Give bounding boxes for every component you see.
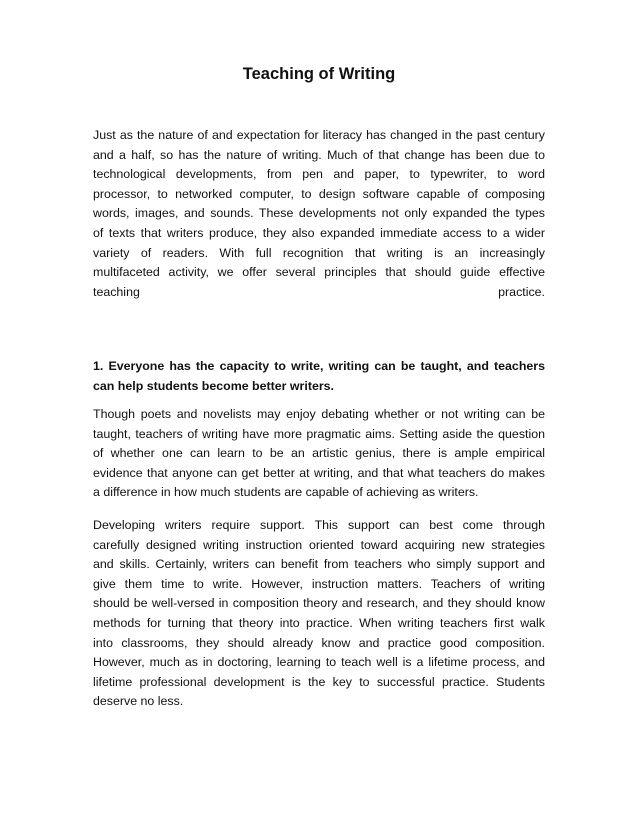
paragraph-line: a difference in how much students are capable of achieving as writers.	[93, 485, 479, 500]
paragraph-line: deserve no less.	[93, 694, 184, 709]
intro-paragraph	[93, 126, 545, 302]
paragraph-line: taught, teachers of writing have more pragmatic aims. Setting aside the question	[93, 426, 545, 441]
paragraph-line: carefully designed writing instruction oriented toward acquiring new strategies	[93, 537, 545, 552]
intro-line: words, images, and sounds. These developments not only expanded the types	[93, 206, 545, 221]
paragraph-line: However, much as in doctoring, learning to teach well is a lifetime process, and	[93, 655, 545, 670]
heading-line: can help students become better writers.	[93, 378, 334, 393]
paragraph-line: methods for turning that theory into practice. When writing teachers first walk	[93, 615, 545, 630]
intro-line: and a half, so has the nature of writing. Much of that change has been due to	[93, 147, 545, 162]
paragraph-line: into classrooms, they should already know and practice good composition.	[93, 635, 545, 650]
heading-line: 1. Everyone has the capacity to write, writing can be taught, and teachers	[93, 359, 545, 373]
paragraph-line: Developing writers require support. This support can best come through	[93, 518, 545, 532]
intro-line: multifaceted activity, we offer several principles that should guide effective	[93, 265, 545, 280]
intro-line: variety of readers. With full recognition that writing is an increasingly	[93, 245, 545, 260]
intro-line: technological developments, from pen and paper, to typewriter, to word	[93, 167, 545, 182]
intro-line: processor, to networked computer, to design software capable of composing	[93, 186, 545, 201]
intro-line: Just as the nature of and expectation for literacy has changed in the past century	[93, 128, 545, 142]
principle-1-heading	[93, 357, 545, 396]
paragraph-line: lifetime professional development is the key to successful practice. Students	[93, 674, 545, 689]
paragraph-line: should be well-versed in composition theory and research, and they should know	[93, 596, 545, 611]
paragraph-line: give them time to write. However, instruction matters. Teachers of writing	[93, 576, 545, 591]
paragraph-line: Though poets and novelists may enjoy debating whether or not writing can be	[93, 407, 545, 421]
principle-1-paragraph-2	[93, 516, 545, 712]
principle-1-paragraph-1	[93, 405, 545, 503]
intro-line: teaching practice.	[93, 284, 545, 299]
paragraph-line: of whether one can learn to be an artistic genius, there is ample empirical	[93, 446, 545, 461]
intro-line: of texts that writers produce, they also expanded immediate access to a wider	[93, 225, 545, 240]
paragraph-line: evidence that anyone can get better at writing, and that what teachers do makes	[93, 465, 545, 480]
paragraph-line: and skills. Certainly, writers can benefit from teachers who simply support and	[93, 557, 545, 572]
document-title: Teaching of Writing	[242, 65, 396, 83]
